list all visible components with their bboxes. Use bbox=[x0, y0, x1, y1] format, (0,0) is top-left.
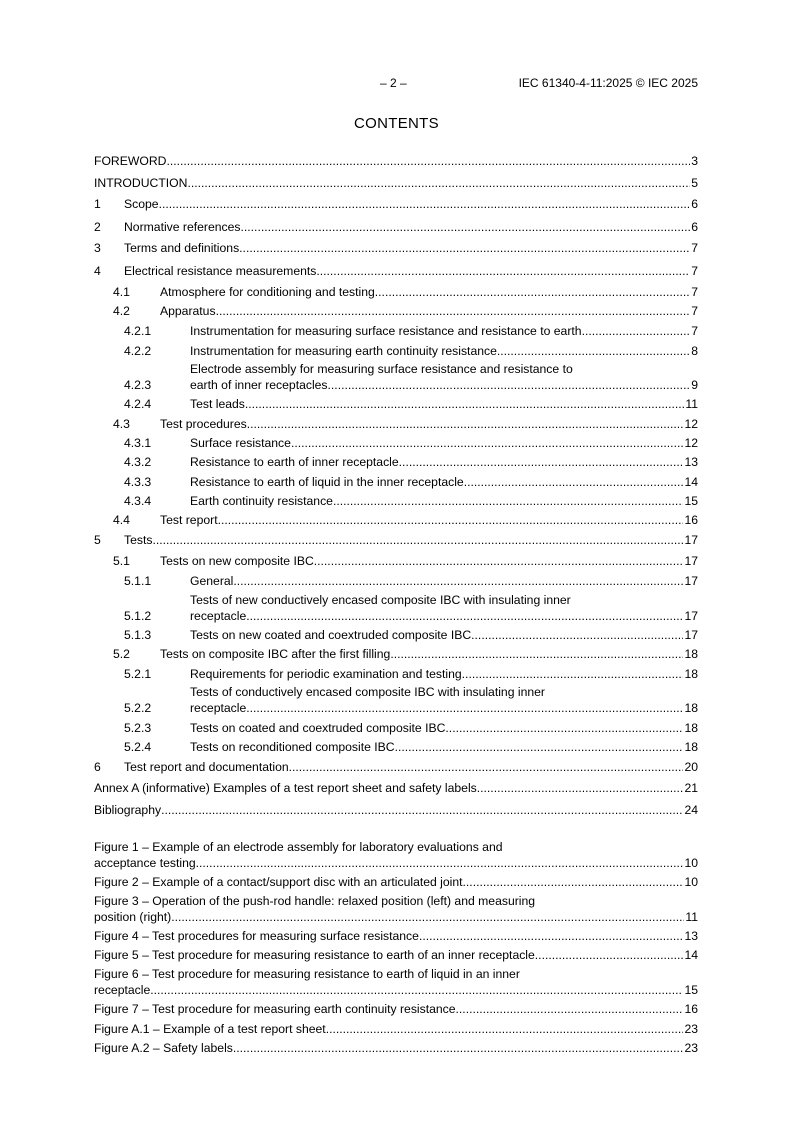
toc-entry-page: 7 bbox=[691, 324, 698, 338]
toc-entry-title-line1: Figure 6 – Test procedure for measuring resistance to earth of liquid in an inner bbox=[94, 967, 520, 981]
dot-leader bbox=[445, 720, 683, 736]
toc-entry[interactable] bbox=[94, 263, 698, 279]
toc-entry-number: 5.1.3 bbox=[124, 628, 152, 642]
toc-entry-title: Test report bbox=[160, 513, 218, 527]
toc-entry-number: 5 bbox=[94, 533, 101, 547]
toc-entry-title: Electrical resistance measurements bbox=[124, 264, 317, 278]
toc-entry[interactable] bbox=[94, 343, 698, 359]
toc-entry[interactable] bbox=[94, 739, 698, 755]
toc-entry-title: INTRODUCTION bbox=[94, 176, 188, 190]
dot-leader bbox=[316, 263, 690, 279]
toc-entry-number: 4.3.4 bbox=[124, 494, 152, 508]
toc-entry-title: Tests bbox=[124, 533, 153, 547]
toc-entry-title: receptacle bbox=[190, 701, 247, 715]
toc-entry[interactable] bbox=[94, 894, 698, 925]
page-number: – 2 – bbox=[380, 76, 407, 90]
toc-entry[interactable] bbox=[94, 454, 698, 470]
toc-entry-page: 12 bbox=[684, 417, 698, 431]
toc-entry[interactable] bbox=[94, 874, 698, 890]
toc-entry[interactable] bbox=[94, 493, 698, 509]
toc-entry[interactable] bbox=[94, 573, 698, 589]
toc-entry-number: 2 bbox=[94, 220, 101, 234]
toc-entry-title-line1: Electrode assembly for measuring surface resistance and resistance to bbox=[190, 362, 573, 376]
toc-entry-page: 9 bbox=[691, 378, 698, 392]
toc-entry[interactable] bbox=[94, 967, 698, 998]
toc-entry-title: Annex A (informative) Examples of a test report sheet and safety labels bbox=[94, 781, 477, 795]
toc-entry-number: 1 bbox=[94, 197, 101, 211]
toc-entry-number: 5.2.3 bbox=[124, 721, 152, 735]
toc-entry[interactable] bbox=[94, 532, 698, 548]
toc-entry-title: receptacle bbox=[190, 609, 247, 623]
dot-leader bbox=[187, 175, 690, 191]
toc-entry[interactable] bbox=[94, 474, 698, 490]
toc-entry[interactable] bbox=[94, 416, 698, 432]
dot-leader bbox=[395, 739, 684, 755]
dot-leader bbox=[247, 416, 684, 432]
dot-leader bbox=[582, 323, 691, 339]
toc-entry[interactable] bbox=[94, 666, 698, 682]
toc-entry[interactable] bbox=[94, 780, 698, 796]
toc-entry-title: Figure 2 – Example of a contact/support disc with an articulated joint bbox=[94, 875, 463, 889]
dot-leader bbox=[462, 666, 684, 682]
toc-entry-title: receptacle bbox=[94, 983, 151, 997]
toc-entry-number: 4.4 bbox=[113, 513, 130, 527]
toc-entry-page: 15 bbox=[684, 494, 698, 508]
dot-leader bbox=[419, 928, 684, 944]
toc-entry-number: 4.2.3 bbox=[124, 378, 152, 392]
toc-entry-title: Test report and documentation bbox=[124, 760, 289, 774]
toc-entry-page: 7 bbox=[691, 264, 698, 278]
toc-entry-page: 12 bbox=[684, 436, 698, 450]
dot-leader bbox=[291, 435, 684, 451]
toc-entry[interactable] bbox=[94, 720, 698, 736]
toc-entry-page: 11 bbox=[685, 910, 698, 924]
toc-entry-title: Terms and definitions bbox=[124, 241, 240, 255]
toc-entry[interactable] bbox=[94, 1021, 698, 1037]
toc-entry[interactable] bbox=[94, 840, 698, 871]
toc-entry-title: Figure 5 – Test procedure for measuring resistance to earth of an inner receptacle bbox=[94, 948, 535, 962]
toc-entry-title: Tests on composite IBC after the first filling bbox=[160, 647, 391, 661]
toc-entry-title: Normative references bbox=[124, 220, 241, 234]
toc-entry[interactable] bbox=[94, 284, 698, 300]
toc-entry[interactable] bbox=[94, 646, 698, 662]
toc-entry-page: 13 bbox=[684, 929, 698, 943]
toc-entry-number: 4.2.1 bbox=[124, 324, 152, 338]
dot-leader bbox=[314, 553, 684, 569]
dot-leader bbox=[471, 627, 683, 643]
dot-leader bbox=[218, 512, 684, 528]
toc-entry[interactable] bbox=[94, 240, 698, 256]
toc-entry-page: 14 bbox=[684, 948, 698, 962]
dot-leader bbox=[159, 196, 691, 212]
toc-entry-title-line1: Figure 1 – Example of an electrode assembly for laboratory evaluations and bbox=[94, 840, 503, 854]
dot-leader bbox=[171, 909, 684, 925]
toc-entry[interactable] bbox=[94, 196, 698, 212]
toc-entry-page: 23 bbox=[684, 1022, 698, 1036]
dot-leader bbox=[233, 1040, 684, 1056]
dot-leader bbox=[328, 377, 691, 393]
toc-entry-page: 17 bbox=[684, 609, 698, 623]
toc-entry-page: 6 bbox=[691, 220, 698, 234]
toc-entry-page: 15 bbox=[684, 983, 698, 997]
toc-entry-page: 17 bbox=[684, 574, 698, 588]
dot-leader bbox=[150, 982, 683, 998]
toc-entry-title-line1: Tests of conductively encased composite IBC with insulating inner bbox=[190, 685, 545, 699]
dot-leader bbox=[497, 343, 690, 359]
toc-entry-page: 18 bbox=[684, 667, 698, 681]
toc-entry-title: Tests on new coated and coextruded composite IBC bbox=[190, 628, 472, 642]
toc-entry-title: Figure 7 – Test procedure for measuring earth continuity resistance bbox=[94, 1002, 456, 1016]
toc-entry-title: Tests on reconditioned composite IBC bbox=[190, 740, 395, 754]
dot-leader bbox=[464, 474, 684, 490]
toc-entry[interactable] bbox=[94, 802, 698, 818]
toc-entry[interactable] bbox=[94, 323, 698, 339]
toc-entry[interactable] bbox=[94, 685, 698, 716]
dot-leader bbox=[399, 454, 684, 470]
toc-entry-title: Instrumentation for measuring earth continuity resistance bbox=[190, 344, 497, 358]
toc-entry-page: 14 bbox=[684, 475, 698, 489]
contents-title: CONTENTS bbox=[354, 115, 439, 132]
dot-leader bbox=[239, 240, 690, 256]
toc-entry-title: position (right) bbox=[94, 910, 172, 924]
toc-entry-title: General bbox=[190, 574, 234, 588]
toc-entry[interactable] bbox=[94, 593, 698, 624]
toc-entry-page: 17 bbox=[684, 628, 698, 642]
toc-entry-number: 4.2.4 bbox=[124, 397, 152, 411]
dot-leader bbox=[246, 608, 683, 624]
toc-entry-title: Resistance to earth of liquid in the inner receptacle bbox=[190, 475, 464, 489]
toc-entry-number: 4.3 bbox=[113, 417, 130, 431]
dot-leader bbox=[166, 153, 690, 169]
toc-entry-title-line1: Tests of new conductively encased composite IBC with insulating inner bbox=[190, 593, 571, 607]
toc-entry-title: Figure A.2 – Safety labels bbox=[94, 1041, 233, 1055]
toc-entry-title: Resistance to earth of inner receptacle bbox=[190, 455, 399, 469]
toc-entry-title-line1: Figure 3 – Operation of the push-rod handle: relaxed position (left) and measuring bbox=[94, 894, 536, 908]
toc-entry-number: 3 bbox=[94, 241, 101, 255]
toc-entry-title: Bibliography bbox=[94, 803, 162, 817]
dot-leader bbox=[326, 1021, 684, 1037]
toc-entry[interactable] bbox=[94, 928, 698, 944]
toc-entry[interactable] bbox=[94, 1001, 698, 1017]
toc-entry-page: 20 bbox=[684, 760, 698, 774]
toc-entry-number: 4.2 bbox=[113, 304, 130, 318]
toc-entry-page: 10 bbox=[684, 856, 698, 870]
toc-entry-page: 16 bbox=[684, 513, 698, 527]
toc-entry-number: 4.3.3 bbox=[124, 475, 152, 489]
toc-entry-page: 18 bbox=[684, 701, 698, 715]
dot-leader bbox=[463, 874, 684, 890]
toc-entry-title: FOREWORD bbox=[94, 154, 167, 168]
toc-entry-title: Test leads bbox=[190, 397, 245, 411]
toc-entry-title: Figure A.1 – Example of a test report sheet bbox=[94, 1022, 326, 1036]
toc-entry-title: Tests on coated and coextruded composite IBC bbox=[190, 721, 446, 735]
toc-entry[interactable] bbox=[94, 947, 698, 963]
toc-entry-page: 16 bbox=[684, 1002, 698, 1016]
toc-entry-number: 5.1 bbox=[113, 554, 130, 568]
toc-entry-page: 13 bbox=[684, 455, 698, 469]
toc-entry-title: Figure 4 – Test procedures for measuring surface resistance bbox=[94, 929, 419, 943]
toc-entry-page: 10 bbox=[684, 875, 698, 889]
toc-entry-number: 5.2 bbox=[113, 647, 130, 661]
toc-entry-title: Earth continuity resistance bbox=[190, 494, 333, 508]
dot-leader bbox=[375, 284, 690, 300]
toc-entry[interactable] bbox=[94, 303, 698, 319]
toc-entry[interactable] bbox=[94, 153, 698, 169]
toc-entry-title: Tests on new composite IBC bbox=[160, 554, 314, 568]
toc-entry-page: 7 bbox=[691, 241, 698, 255]
toc-entry-page: 6 bbox=[691, 197, 698, 211]
toc-entry-number: 4 bbox=[94, 264, 101, 278]
toc-entry-number: 5.2.1 bbox=[124, 667, 152, 681]
document-reference: IEC 61340-4-11:2025 © IEC 2025 bbox=[518, 76, 698, 90]
toc-entry-page: 18 bbox=[684, 740, 698, 754]
dot-leader bbox=[456, 1001, 684, 1017]
toc-entry-title: Requirements for periodic examination and testing bbox=[190, 667, 462, 681]
dot-leader bbox=[233, 573, 683, 589]
dot-leader bbox=[477, 780, 684, 796]
toc-entry-number: 5.1.2 bbox=[124, 609, 152, 623]
dot-leader bbox=[196, 855, 684, 871]
toc-entry-number: 4.3.2 bbox=[124, 455, 152, 469]
dot-leader bbox=[216, 303, 691, 319]
dot-leader bbox=[246, 700, 683, 716]
toc-entry-title: Instrumentation for measuring surface resistance and resistance to earth bbox=[190, 324, 582, 338]
toc-entry-page: 23 bbox=[684, 1041, 698, 1055]
dot-leader bbox=[152, 532, 683, 548]
toc-entry-title: Scope bbox=[124, 197, 159, 211]
toc-entry[interactable] bbox=[94, 627, 698, 643]
toc-entry-title: Atmosphere for conditioning and testing bbox=[160, 285, 375, 299]
toc-entry[interactable] bbox=[94, 1040, 698, 1056]
dot-leader bbox=[161, 802, 683, 818]
toc-entry-number: 4.3.1 bbox=[124, 436, 152, 450]
toc-entry-page: 3 bbox=[691, 154, 698, 168]
toc-entry[interactable] bbox=[94, 396, 698, 412]
toc-entry-page: 5 bbox=[691, 176, 698, 190]
toc-entry-page: 24 bbox=[684, 803, 698, 817]
toc-entry-number: 4.2.2 bbox=[124, 344, 152, 358]
toc-entry-page: 17 bbox=[684, 554, 698, 568]
dot-leader bbox=[535, 947, 684, 963]
toc-entry-page: 18 bbox=[684, 721, 698, 735]
toc-entry-title: Surface resistance bbox=[190, 436, 291, 450]
toc-entry-number: 5.2.4 bbox=[124, 740, 152, 754]
toc-entry-number: 6 bbox=[94, 760, 101, 774]
toc-entry-page: 17 bbox=[684, 533, 698, 547]
toc-entry-title: Test procedures bbox=[160, 417, 247, 431]
toc-entry-page: 18 bbox=[684, 647, 698, 661]
toc-entry-page: 11 bbox=[685, 397, 698, 411]
dot-leader bbox=[390, 646, 683, 662]
toc-entry-number: 4.1 bbox=[113, 285, 130, 299]
toc-entry-number: 5.2.2 bbox=[124, 701, 152, 715]
toc-entry[interactable] bbox=[94, 553, 698, 569]
dot-leader bbox=[333, 493, 684, 509]
toc-entry-title: earth of inner receptacles bbox=[190, 378, 328, 392]
toc-entry-page: 21 bbox=[684, 781, 698, 795]
dot-leader bbox=[289, 759, 684, 775]
toc-entry[interactable] bbox=[94, 175, 698, 191]
toc-entry-page: 7 bbox=[691, 285, 698, 299]
dot-leader bbox=[241, 219, 691, 235]
toc-entry-title: Apparatus bbox=[160, 304, 216, 318]
toc-entry[interactable] bbox=[94, 362, 698, 393]
toc-entry[interactable] bbox=[94, 759, 698, 775]
toc-entry[interactable] bbox=[94, 435, 698, 451]
toc-entry[interactable] bbox=[94, 512, 698, 528]
dot-leader bbox=[245, 396, 684, 412]
toc-entry-page: 7 bbox=[691, 304, 698, 318]
toc-entry[interactable] bbox=[94, 219, 698, 235]
toc-entry-number: 5.1.1 bbox=[124, 574, 152, 588]
toc-entry-title: acceptance testing bbox=[94, 856, 196, 870]
toc-entry-page: 8 bbox=[691, 344, 698, 358]
